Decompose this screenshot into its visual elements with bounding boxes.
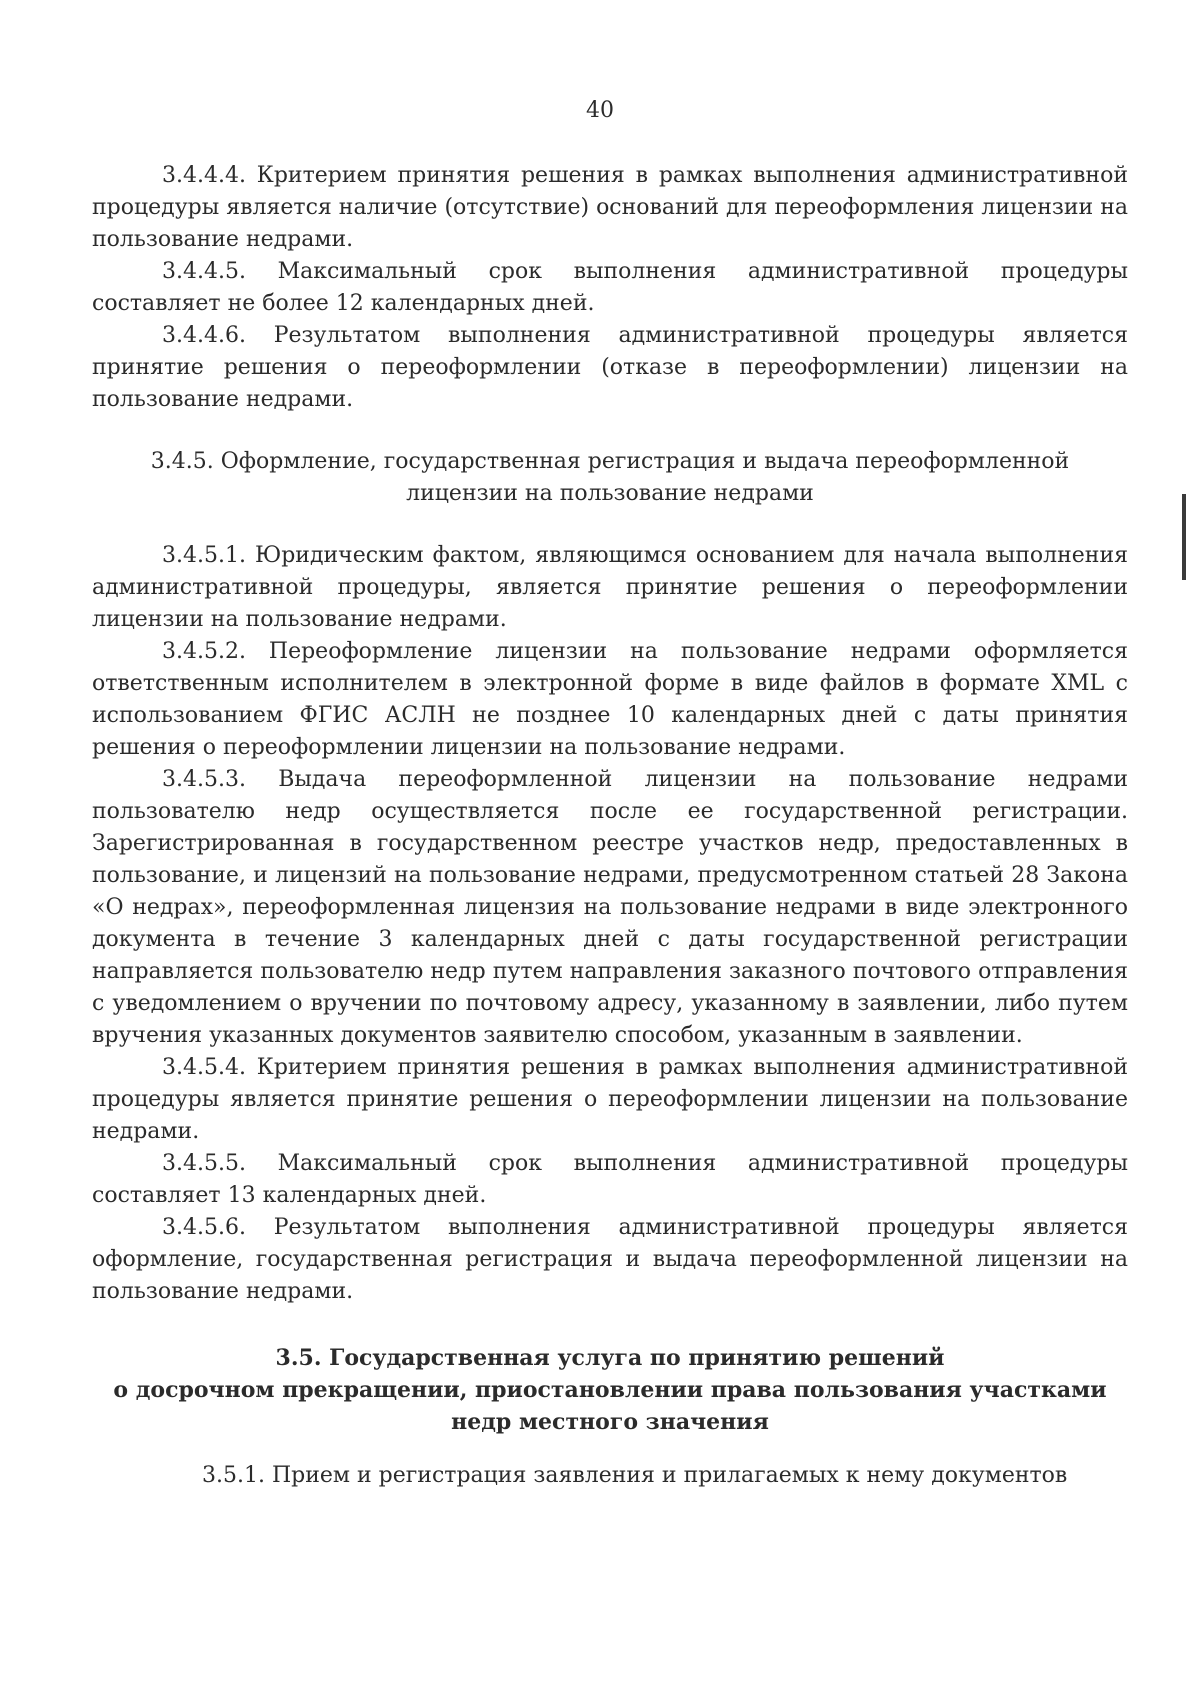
heading-line: недр местного значения (451, 1409, 769, 1435)
section-heading-3-5 (92, 1342, 1128, 1438)
heading-line: лицензии на пользование недрами (406, 481, 814, 506)
paragraph-3-4-5-1: 3.4.5.1. Юридическим фактом, являющимся основанием для начала выполнения административной процедуры, является принятие решения о переоформлении лицензии на пользование недрами. (92, 543, 1128, 632)
page-number: 40 (586, 98, 614, 123)
spacer (92, 1308, 1128, 1342)
paragraph-3-4-5-3: 3.4.5.3. Выдача переоформленной лицензии на пользование недрами пользователю недр осуществляется после ее государственной регистрации. Зарегистрированная в государственном реестре участков недр, предоставленных в пользование, и лицензий на пользование недрами, предусмотренном статьей 28 Закона «О недрах», переоформленная лицензия на пользование недрами в виде электронного документа в течение 3 календарных дней с даты государственной регистрации направляется пользователю недр путем направления заказного почтового отправления с уведомлением о вручении по почтовому адресу, указанному в заявлении, либо путем вручения указанных документов заявителю способом, указанным в заявлении. (92, 767, 1128, 1048)
paragraph-3-4-5-4: 3.4.5.4. Критерием принятия решения в рамках выполнения административной процедуры является принятие решения о переоформлении лицензии на пользование недрами. (92, 1055, 1128, 1144)
spacer (92, 416, 1128, 446)
paragraph-3-4-5-5: 3.4.5.5. Максимальный срок выполнения административной процедуры составляет 13 календарных дней. (92, 1151, 1128, 1208)
scan-edge-mark (1182, 494, 1186, 580)
heading-line: 3.4.5. Оформление, государственная регистрация и выдача переоформленной (150, 449, 1070, 474)
section-heading-3-4-5 (92, 446, 1128, 510)
paragraph-3-4-4-5: 3.4.4.5. Максимальный срок выполнения административной процедуры составляет не более 12 календарных дней. (92, 259, 1128, 316)
subsection-heading-3-5-1: 3.5.1. Прием и регистрация заявления и прилагаемых к нему документов (202, 1463, 1068, 1488)
spacer (92, 510, 1128, 540)
paragraph-3-4-4-6: 3.4.4.6. Результатом выполнения административной процедуры является принятие решения о переоформлении (отказе в переоформлении) лицензии на пользование недрами. (92, 323, 1128, 412)
spacer (92, 1438, 1128, 1460)
paragraph-3-4-5-2: 3.4.5.2. Переоформление лицензии на пользование недрами оформляется ответственным исполнителем в электронной форме в виде файлов в формате XML с использованием ФГИС АСЛН не позднее 10 календарных дней с даты принятия решения о переоформлении лицензии на пользование недрами. (92, 639, 1128, 760)
paragraph-3-4-5-6: 3.4.5.6. Результатом выполнения административной процедуры является оформление, государственная регистрация и выдача переоформленной лицензии на пользование недрами. (92, 1215, 1128, 1304)
paragraph-3-4-4-4: 3.4.4.4. Критерием принятия решения в рамках выполнения административной процедуры является наличие (отсутствие) оснований для переоформления лицензии на пользование недрами. (92, 163, 1128, 252)
heading-line: 3.5. Государственная услуга по принятию решений (275, 1345, 945, 1371)
document-body (92, 160, 1128, 1492)
heading-line: о досрочном прекращении, приостановлении права пользования участками (113, 1377, 1107, 1403)
